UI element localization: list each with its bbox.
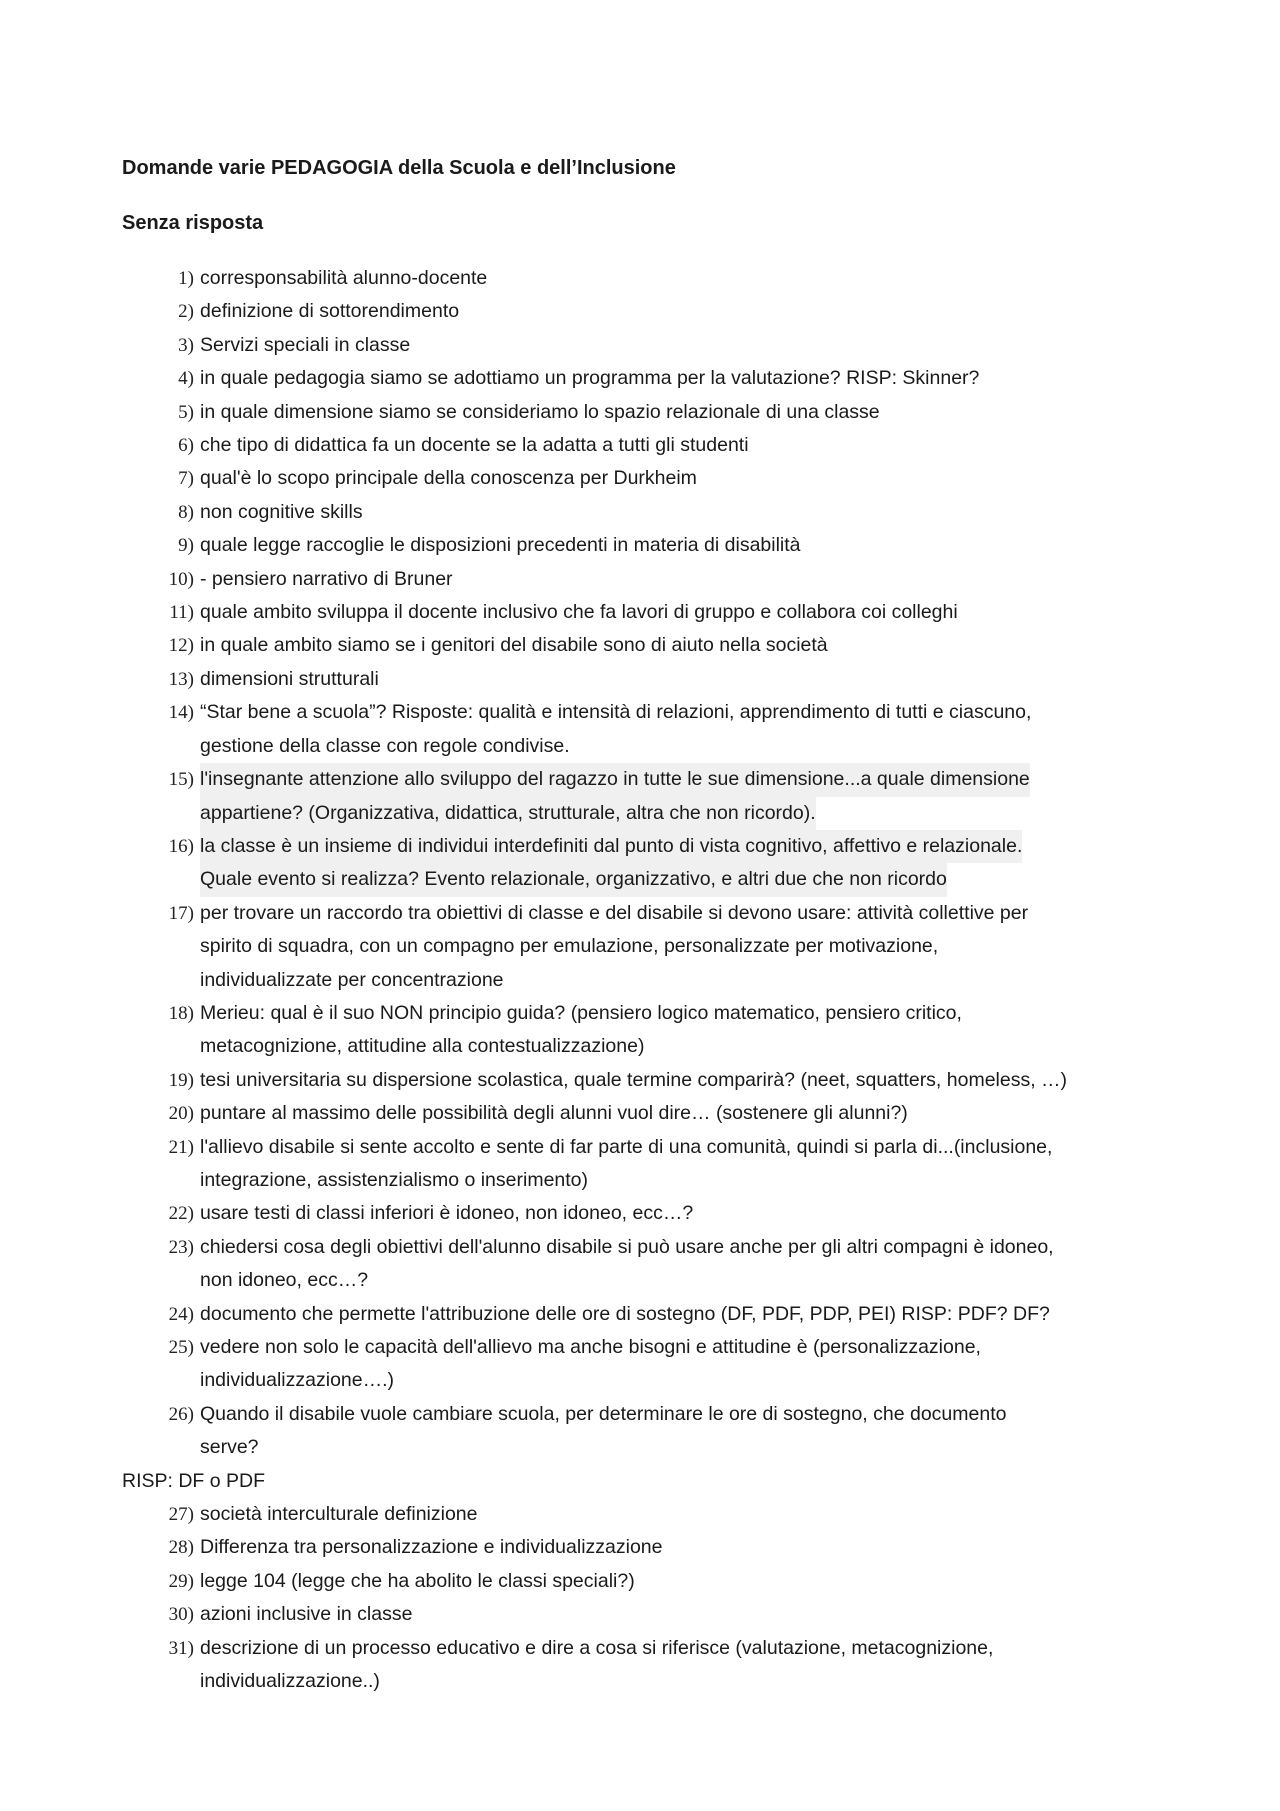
list-item-number: 18) xyxy=(168,1002,194,1024)
list-item-number: 5) xyxy=(178,401,194,423)
list-item-line: l'allievo disabile si sente accolto e sente di far parte di una comunità, quindi si parla di...(inclusione, xyxy=(200,1135,1053,1158)
list-item-line: in quale dimensione siamo se consideriamo lo spazio relazionale di una classe xyxy=(200,400,880,423)
list-item-number: 31) xyxy=(168,1637,194,1659)
list-item xyxy=(0,1598,1280,1631)
list-item xyxy=(0,462,1280,495)
list-item xyxy=(0,362,1280,395)
list-item-number: 22) xyxy=(168,1203,194,1225)
list-item-line: serve? xyxy=(200,1436,259,1459)
list-item-text xyxy=(200,997,1170,1064)
list-item-number: 4) xyxy=(178,368,194,390)
list-item-text xyxy=(200,1298,1170,1331)
list-item-line: “Star bene a scuola”? Risposte: qualità e intensità di relazioni, apprendimento di tutti e ciascuno, xyxy=(200,701,1032,724)
list-item-text xyxy=(200,429,1170,462)
list-item-text xyxy=(200,1565,1170,1598)
list-item-line: Differenza tra personalizzazione e individualizzazione xyxy=(200,1536,663,1559)
list-item-line: vedere non solo le capacità dell'allievo ma anche bisogni e attitudine è (personalizzazione, xyxy=(200,1336,981,1358)
list-item-text xyxy=(200,897,1170,997)
list-item-text xyxy=(200,1064,1170,1097)
list-item-line: azioni inclusive in classe xyxy=(200,1603,413,1626)
list-item-line: usare testi di classi inferiori è idoneo, non idoneo, ecc…? xyxy=(200,1202,694,1225)
list-item-number: 14) xyxy=(168,702,194,724)
list-item-text xyxy=(200,1131,1170,1198)
list-item-line: tesi universitaria su dispersione scolastica, quale termine comparirà? (neet, squatters, homeless, …) xyxy=(200,1068,1068,1091)
list-item-line: quale ambito sviluppa il docente inclusivo che fa lavori di gruppo e collabora coi colleghi xyxy=(200,601,958,624)
list-item-number: 13) xyxy=(168,668,194,690)
list-item-line: chiedersi cosa degli obiettivi dell'alunno disabile si può usare anche per gli altri compagni è idoneo, xyxy=(200,1235,1054,1258)
list-item-line: la classe è un insieme di individui interdefiniti dal punto di vista cognitivo, affettivo e relazionale. xyxy=(200,830,1022,863)
list-item xyxy=(0,663,1280,696)
list-item-line: società interculturale definizione xyxy=(200,1503,478,1526)
list-item-line: legge 104 (legge che ha abolito le classi speciali?) xyxy=(200,1569,635,1592)
list-item-text xyxy=(200,563,1170,596)
list-item-number: 28) xyxy=(168,1537,194,1559)
list-item xyxy=(0,1331,1280,1398)
list-item-text xyxy=(200,396,1170,429)
list-item xyxy=(0,1064,1280,1097)
list-item-number: 25) xyxy=(168,1337,194,1358)
list-item-text xyxy=(200,496,1170,529)
answer-line: RISP: DF o PDF xyxy=(122,1469,266,1492)
list-item-number: 19) xyxy=(168,1069,194,1091)
list-item-line: in quale ambito siamo se i genitori del disabile sono di aiuto nella società xyxy=(200,634,828,657)
list-item-number: 16) xyxy=(168,835,194,857)
list-item-number: 8) xyxy=(178,501,194,523)
list-item-number: 24) xyxy=(168,1303,194,1325)
list-item-text xyxy=(200,529,1170,562)
document-title: Domande varie PEDAGOGIA della Scuola e dell’Inclusione xyxy=(122,157,676,179)
list-item xyxy=(0,997,1280,1064)
list-item xyxy=(0,763,1280,830)
list-item xyxy=(0,1398,1280,1465)
list-item-line: non idoneo, ecc…? xyxy=(200,1269,369,1292)
list-item-text xyxy=(200,830,1170,897)
list-item-line: puntare al massimo delle possibilità degli alunni vuol dire… (sostenere gli alunni?) xyxy=(200,1102,908,1125)
list-item-line: Servizi speciali in classe xyxy=(200,333,411,356)
list-item-text xyxy=(200,1097,1170,1130)
list-item-number: 12) xyxy=(168,635,194,657)
list-item-line: documento che permette l'attribuzione delle ore di sostegno (DF, PDF, PDP, PEI) RISP: PDF? DF? xyxy=(200,1302,1050,1325)
list-item-number: 11) xyxy=(169,602,194,624)
list-item-line: - pensiero narrativo di Bruner xyxy=(200,567,453,590)
list-item xyxy=(0,329,1280,362)
list-item-number: 26) xyxy=(168,1403,194,1425)
list-item-line: descrizione di un processo educativo e dire a cosa si riferisce (valutazione, metacognizione, xyxy=(200,1636,994,1659)
list-item-number: 29) xyxy=(168,1570,194,1592)
list-item xyxy=(0,1197,1280,1230)
list-item xyxy=(0,529,1280,562)
list-item-line: metacognizione, attitudine alla contestualizzazione) xyxy=(200,1035,645,1058)
list-item-text xyxy=(200,329,1170,362)
list-item xyxy=(0,563,1280,596)
list-item xyxy=(0,629,1280,662)
list-item xyxy=(0,1565,1280,1598)
list-item-text xyxy=(200,629,1170,662)
list-item-line: quale legge raccoglie le disposizioni precedenti in materia di disabilità xyxy=(200,534,801,557)
list-item-text xyxy=(200,1498,1170,1531)
list-item-number: 23) xyxy=(168,1236,194,1258)
list-item-number: 7) xyxy=(178,468,194,490)
list-item-line: spirito di squadra, con un compagno per emulazione, personalizzate per motivazione, xyxy=(200,935,939,958)
list-item xyxy=(0,830,1280,897)
list-item xyxy=(0,496,1280,529)
list-item xyxy=(0,1131,1280,1198)
list-item-line: Quale evento si realizza? Evento relazionale, organizzativo, e altri due che non ricordo xyxy=(200,863,947,896)
list-item-number: 6) xyxy=(178,435,194,457)
list-item-text xyxy=(200,596,1170,629)
list-item-text xyxy=(200,362,1170,395)
list-item-text xyxy=(200,462,1170,495)
list-item-line: individualizzazione….) xyxy=(200,1369,395,1392)
list-item-text xyxy=(200,1197,1170,1230)
list-item-number: 3) xyxy=(178,334,194,356)
list-item-text xyxy=(200,1531,1170,1564)
list-item-number: 30) xyxy=(168,1604,194,1626)
list-item-line: Quando il disabile vuole cambiare scuola, per determinare le ore di sostegno, che documento xyxy=(200,1402,1007,1425)
list-item-text xyxy=(200,763,1170,830)
section-subtitle: Senza risposta xyxy=(122,212,264,234)
list-item-text xyxy=(200,1331,1170,1398)
list-item xyxy=(0,1632,1280,1699)
list-item xyxy=(0,396,1280,429)
list-item-number: 10) xyxy=(168,568,194,590)
list-item xyxy=(0,295,1280,328)
list-item-line: non cognitive skills xyxy=(200,500,363,523)
list-item xyxy=(0,1498,1280,1531)
list-item-line: che tipo di didattica fa un docente se la adatta a tutti gli studenti xyxy=(200,434,749,457)
list-item xyxy=(0,1231,1280,1298)
list-item-number: 9) xyxy=(178,535,194,557)
list-item-line: dimensioni strutturali xyxy=(200,667,379,690)
list-item-line: in quale pedagogia siamo se adottiamo un programma per la valutazione? RISP: Skinner? xyxy=(200,367,980,390)
list-item-text xyxy=(200,295,1170,328)
list-item-line: individualizzazione..) xyxy=(200,1670,380,1693)
list-item-line: individualizzate per concentrazione xyxy=(200,968,504,991)
list-item-number: 17) xyxy=(168,902,194,924)
list-item-number: 20) xyxy=(168,1103,194,1125)
list-item-text xyxy=(200,1231,1170,1298)
list-item-line: integrazione, assistenzialismo o inserimento) xyxy=(200,1168,589,1191)
list-item-line: gestione della classe con regole condivise. xyxy=(200,734,570,757)
list-item-line: qual'è lo scopo principale della conoscenza per Durkheim xyxy=(200,467,697,490)
list-item-text xyxy=(200,663,1170,696)
list-item xyxy=(0,1097,1280,1130)
list-item xyxy=(0,262,1280,295)
list-item xyxy=(0,429,1280,462)
list-item-line: appartiene? (Organizzativa, didattica, strutturale, altra che non ricordo). xyxy=(200,797,816,830)
list-item xyxy=(0,1531,1280,1564)
list-item xyxy=(0,897,1280,997)
list-item-line: per trovare un raccordo tra obiettivi di classe e del disabile si devono usare: attività collettive per xyxy=(200,901,1029,924)
list-item-text xyxy=(200,696,1170,763)
list-item-text xyxy=(200,1598,1170,1631)
list-item-number: 2) xyxy=(178,301,194,323)
list-item xyxy=(0,696,1280,763)
list-item-line: corresponsabilità alunno-docente xyxy=(200,267,488,289)
list-item-number: 1) xyxy=(178,268,194,289)
list-item xyxy=(0,596,1280,629)
list-item-text xyxy=(200,1398,1170,1465)
list-item-number: 15) xyxy=(168,769,194,791)
list-item xyxy=(0,1298,1280,1331)
list-item-line: Merieu: qual è il suo NON principio guida? (pensiero logico matematico, pensiero critico, xyxy=(200,1001,962,1024)
list-item-text xyxy=(200,262,1170,295)
list-item-number: 27) xyxy=(168,1504,194,1526)
list-item-line: definizione di sottorendimento xyxy=(200,300,460,323)
list-item-line: l'insegnante attenzione allo sviluppo del ragazzo in tutte le sue dimensione...a quale dimensione xyxy=(200,763,1030,796)
list-item-text xyxy=(200,1632,1170,1699)
list-item-number: 21) xyxy=(168,1136,194,1158)
question-list xyxy=(0,262,1280,1698)
